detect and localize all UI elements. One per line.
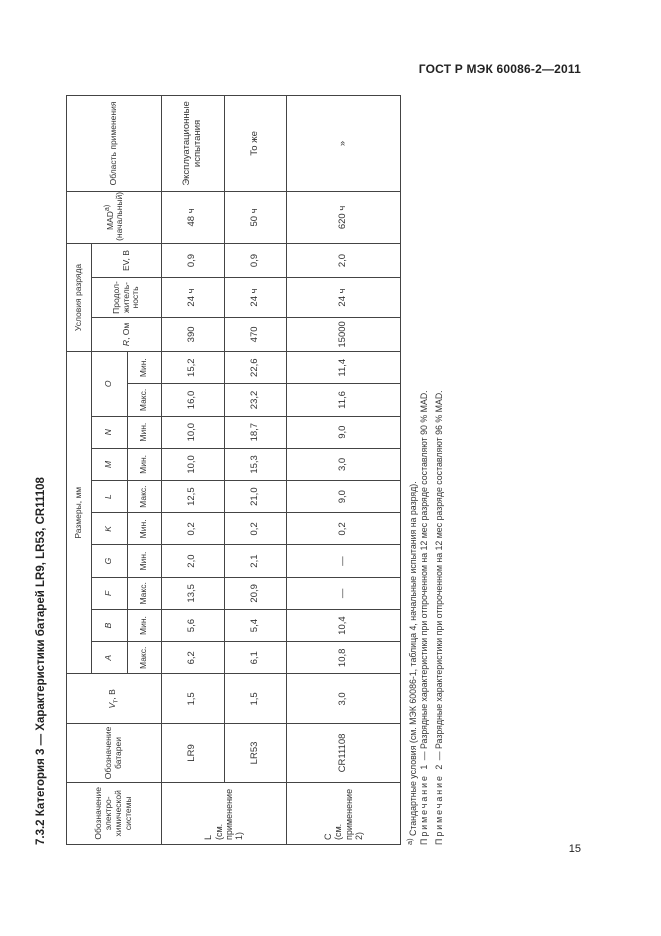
header-nominal-voltage: $V_т$, В (67, 674, 162, 724)
header-dim-a: A (92, 642, 127, 674)
cell-designation: LR53 (224, 724, 287, 782)
header-dim-k: K (92, 513, 127, 545)
cell-application: То же (224, 96, 287, 192)
cell-b-min: 10,4 (287, 609, 401, 641)
cell-mad: 48 ч (161, 191, 224, 243)
cell-application: Эксплуатационные испытания (161, 96, 224, 192)
cell-end-voltage: 0,9 (224, 243, 287, 277)
cell-resistance: 15000 (287, 317, 401, 351)
cell-o-max: 11,6 (287, 384, 401, 416)
cell-k-min: 0,2 (161, 513, 224, 545)
cell-g-min: — (287, 545, 401, 577)
cell-b-min: 5,6 (161, 609, 224, 641)
header-resistance: R, Ом (92, 317, 162, 351)
header-m-min: Мин. (127, 448, 161, 480)
section-title: 7.3.2 Категория 3 — Характеристики батарей LR9, LR53, CR11108 (35, 477, 47, 845)
header-dim-o: O (92, 352, 127, 417)
cell-mad: 50 ч (224, 191, 287, 243)
cell-n-min: 18,7 (224, 416, 287, 448)
cell-m-min: 10,0 (161, 448, 224, 480)
cell-designation: CR11108 (287, 724, 401, 782)
header-o-min: Мин. (127, 352, 161, 384)
cell-m-min: 15,3 (224, 448, 287, 480)
header-dim-m: M (92, 448, 127, 480)
cell-end-voltage: 0,9 (161, 243, 224, 277)
document-code: ГОСТ Р МЭК 60086-2—2011 (418, 62, 581, 76)
cell-voltage: 3,0 (287, 674, 401, 724)
header-l-max: Макс. (127, 481, 161, 513)
cell-mad: 620 ч (287, 191, 401, 243)
rotated-content (30, 95, 450, 845)
cell-o-max: 16,0 (161, 384, 224, 416)
footnote: $^{а)}$ Стандартные условия (см. МЭК 60086-1, таблица 4, начальные испытания на разряд). (405, 481, 418, 845)
group-label-c: C (см. применение 2) (287, 782, 401, 844)
cell-resistance: 470 (224, 317, 287, 351)
cell-k-min: 0,2 (224, 513, 287, 545)
cell-m-min: 3,0 (287, 448, 401, 480)
header-designation: Обозначение батареи (67, 724, 162, 782)
header-n-min: Мин. (127, 416, 161, 448)
cell-n-min: 10,0 (161, 416, 224, 448)
table-notes (402, 95, 447, 845)
cell-g-min: 2,0 (161, 545, 224, 577)
header-a-max: Макс. (127, 642, 161, 674)
header-dim-f: F (92, 577, 127, 609)
note-2: Примечание 2 — Разрядные характеристики при отпроченном на 12 мес разряде составляют 96 % MAD. (434, 390, 444, 845)
header-b-min: Мин. (127, 609, 161, 641)
header-k-min: Мин. (127, 513, 161, 545)
header-dim-n: N (92, 416, 127, 448)
battery-spec-table (66, 95, 401, 845)
cell-l-max: 9,0 (287, 481, 401, 513)
cell-n-min: 9,0 (287, 416, 401, 448)
cell-resistance: 390 (161, 317, 224, 351)
header-f-max: Макс. (127, 577, 161, 609)
cell-duration: 24 ч (224, 278, 287, 318)
cell-duration: 24 ч (161, 278, 224, 318)
cell-f-max: — (287, 577, 401, 609)
header-mad: MAD$^{a)}$ (начальный) (67, 191, 162, 243)
cell-g-min: 2,1 (224, 545, 287, 577)
cell-o-min: 15,2 (161, 352, 224, 384)
header-end-voltage: EV, В (92, 243, 162, 277)
cell-end-voltage: 2,0 (287, 243, 401, 277)
note-1: Примечание 1 — Разрядные характеристики при отпроченном на 12 мес разряде составляют 90 % MAD. (419, 390, 429, 845)
cell-o-min: 22,6 (224, 352, 287, 384)
header-dim-l: L (92, 481, 127, 513)
header-dimensions: Размеры, мм (67, 352, 92, 674)
header-discharge-conditions: Условия разряда (67, 243, 92, 351)
cell-k-min: 0,2 (287, 513, 401, 545)
header-o-max: Макс. (127, 384, 161, 416)
cell-a-max: 6,2 (161, 642, 224, 674)
header-application-area: Область применения (67, 96, 162, 192)
cell-application: » (287, 96, 401, 192)
cell-f-max: 13,5 (161, 577, 224, 609)
page-number: 15 (568, 843, 581, 855)
cell-l-max: 12,5 (161, 481, 224, 513)
header-g-min: Мин. (127, 545, 161, 577)
cell-f-max: 20,9 (224, 577, 287, 609)
cell-a-max: 6,1 (224, 642, 287, 674)
cell-o-min: 11,4 (287, 352, 401, 384)
cell-voltage: 1,5 (161, 674, 224, 724)
header-dim-g: G (92, 545, 127, 577)
header-system: Обозначение электрохимической системы (67, 782, 162, 844)
header-duration: Продолжительность (92, 278, 162, 318)
cell-o-max: 23,2 (224, 384, 287, 416)
cell-voltage: 1,5 (224, 674, 287, 724)
cell-l-max: 21,0 (224, 481, 287, 513)
cell-duration: 24 ч (287, 278, 401, 318)
cell-a-max: 10,8 (287, 642, 401, 674)
cell-designation: LR9 (161, 724, 224, 782)
cell-b-min: 5,4 (224, 609, 287, 641)
header-dim-b: B (92, 609, 127, 641)
group-label-l: L (см. применение 1) (161, 782, 286, 844)
